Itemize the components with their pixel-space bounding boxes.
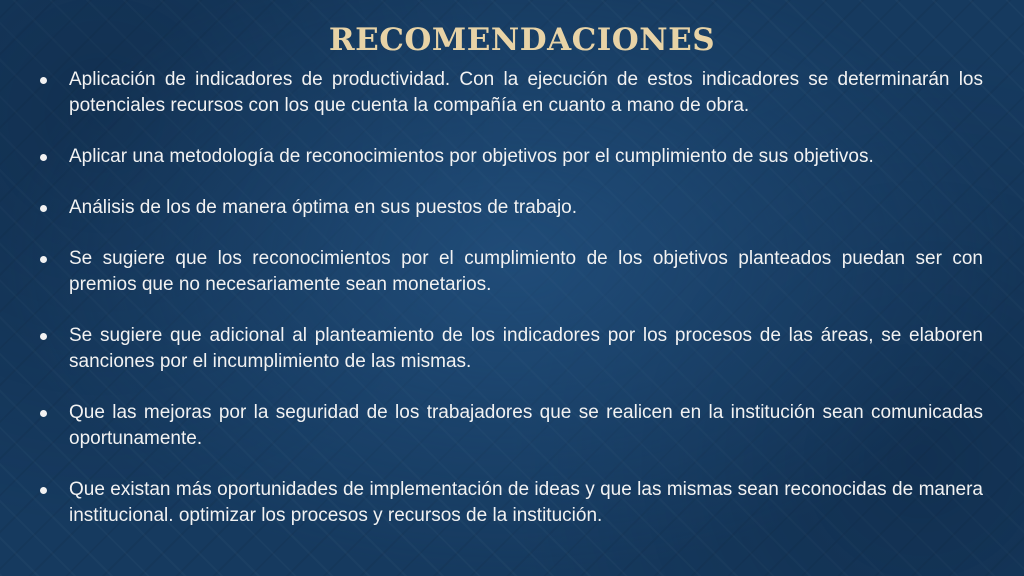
bullet-dot-icon — [40, 154, 47, 161]
bullet-item — [40, 67, 983, 119]
bullet-item — [40, 144, 983, 170]
bullet-text: Que las mejoras por la seguridad de los trabajadores que se realicen en la institución sean comunicadas oportunamente. — [69, 402, 983, 449]
bullet-item — [40, 400, 983, 452]
bullet-text: Análisis de los de manera óptima en sus puestos de trabajo. — [69, 197, 578, 218]
bullet-dot-icon — [40, 77, 47, 84]
bullet-text: Que existan más oportunidades de implementación de ideas y que las mismas sean reconocidas de manera institucional. optimizar los procesos y recursos de la institución. — [69, 479, 983, 526]
bullet-text: Aplicar una metodología de reconocimientos por objetivos por el cumplimiento de sus objetivos. — [69, 146, 874, 167]
bullet-item — [40, 246, 983, 298]
bullet-item — [40, 323, 983, 375]
bullet-text: Se sugiere que adicional al planteamiento de los indicadores por los procesos de las áreas, se elaboren sanciones por el incumplimiento de las mismas. — [69, 325, 983, 372]
slide-title: RECOMENDACIONES — [328, 22, 716, 58]
bullet-text: Se sugiere que los reconocimientos por el cumplimiento de los objetivos planteados puedan ser con premios que no necesariamente sean monetarios. — [69, 248, 983, 295]
bullet-dot-icon — [40, 333, 47, 340]
bullet-text: Aplicación de indicadores de productividad. Con la ejecución de estos indicadores se determinarán los potenciales recursos con los que cuenta la compañía en cuanto a mano de obra. — [69, 69, 983, 116]
bullet-dot-icon — [40, 487, 47, 494]
bullet-dot-icon — [40, 205, 47, 212]
bullet-item — [40, 477, 983, 529]
bullet-dot-icon — [40, 256, 47, 263]
bullet-item — [40, 195, 983, 221]
bullet-list — [40, 67, 983, 529]
bullet-dot-icon — [40, 410, 47, 417]
